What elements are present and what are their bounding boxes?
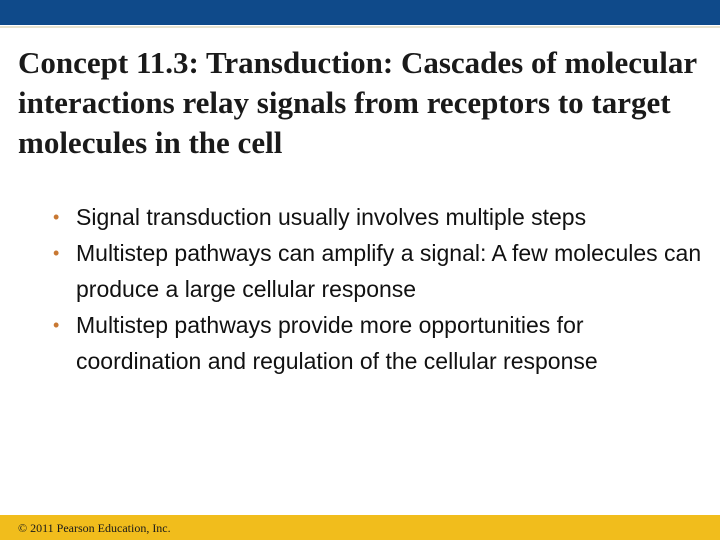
bullet-item — [51, 235, 711, 307]
bullet-icon: • — [53, 207, 60, 227]
header-divider — [0, 26, 720, 28]
slide-title: Concept 11.3: Transduction: Cascades of molecular interactions relay signals from receptors to target molecules in the cell — [18, 45, 697, 160]
bullet-text: Multistep pathways can amplify a signal: A few molecules can produce a large cellular response — [76, 240, 702, 302]
bullet-text: Multistep pathways provide more opportunities for coordination and regulation of the cellular response — [76, 312, 598, 374]
bullet-item — [51, 199, 711, 235]
bullet-list — [51, 199, 711, 379]
bullet-item — [51, 307, 711, 379]
bullet-text: Signal transduction usually involves multiple steps — [76, 204, 587, 230]
copyright-notice: © 2011 Pearson Education, Inc. — [18, 521, 171, 535]
bullet-icon: • — [53, 243, 60, 263]
bullet-icon: • — [53, 315, 60, 335]
header-bar — [0, 0, 720, 25]
